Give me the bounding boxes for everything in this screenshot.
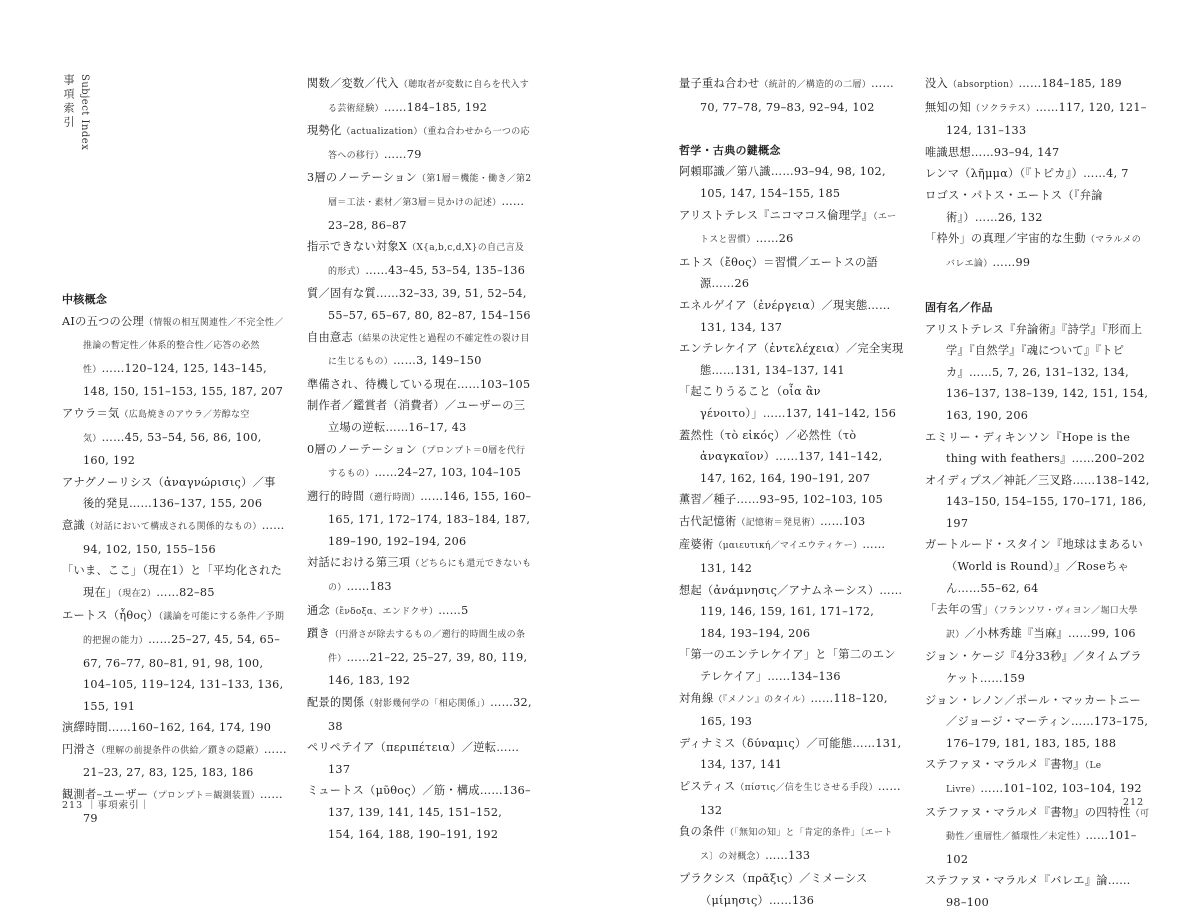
entry-page-numbers: ……131, 142 xyxy=(700,538,886,576)
index-entry xyxy=(62,717,287,739)
entry-note: （遡行時間） xyxy=(364,492,421,503)
index-entry xyxy=(307,395,532,438)
entry-page-numbers: ……117, 120, 121–124, 131–133 xyxy=(946,100,1147,138)
index-entry xyxy=(679,425,904,490)
entry-note: （どちらにも還元できないもの） xyxy=(328,559,532,594)
index-entry xyxy=(925,470,1150,535)
entry-note: （μαιευτική／マイエウティケー） xyxy=(713,541,863,552)
entry-note: （X{a,b,c,d,X}の自己言及的形式） xyxy=(328,243,525,277)
entry-term: 質／固有な質 xyxy=(307,287,376,301)
index-column-2 xyxy=(307,73,532,845)
section-label-japanese: 事項索引 xyxy=(62,74,75,130)
entry-note: （マラルメのバレエ論） xyxy=(946,235,1142,269)
entry-note: （プロンプト＝観測装置） xyxy=(148,791,260,802)
index-entry xyxy=(307,374,532,396)
entry-term: 「第一のエンテレケイア」と「第二のエンテレケイア」 xyxy=(679,648,896,684)
entry-term: ステファヌ・マラルメ『書物』 xyxy=(925,758,1085,772)
entry-term: 対角線 xyxy=(679,691,714,705)
entry-note: （πίστις／信を生じさせる手段） xyxy=(735,783,878,793)
entry-term: 唯識思想 xyxy=(925,145,971,159)
entry-term: 準備され、待機している現在 xyxy=(307,377,458,391)
index-entry xyxy=(307,283,532,326)
entry-page-numbers: ……3, 149–150 xyxy=(393,354,482,368)
entry-note: （プロンプト＝0層を代行するもの） xyxy=(328,445,526,480)
entry-term: 躓き xyxy=(307,627,330,641)
entry-term: 薫習／種子 xyxy=(679,493,737,507)
entry-note: （円滑さが除去するもの／遡行的時間生成の条件） xyxy=(328,630,526,664)
index-entry xyxy=(925,73,1150,97)
section-label-english: Subject Index xyxy=(79,74,90,151)
index-entry xyxy=(679,534,904,579)
entry-page-numbers: ……120–124, 125, 143–145, 148, 150, 151–153, 155, 187, 207 xyxy=(83,361,284,399)
entry-term: 指示できない対象X xyxy=(307,240,408,254)
entry-term: 制作者／鑑賞者（消費者）／ユーザーの三立場の逆転 xyxy=(307,399,526,434)
entry-note: （対話において構成される関係的なもの） xyxy=(84,521,262,532)
entry-page-numbers: ……55–62, 64 xyxy=(957,581,1039,595)
entry-page-numbers: ……103 xyxy=(820,514,866,528)
index-entry xyxy=(307,327,532,374)
entry-term: 関数／変数／代入 xyxy=(307,77,399,90)
entry-term: 「枠外」の真理／宇宙的な生動 xyxy=(925,232,1086,246)
entry-term: 「去年の雪」 xyxy=(925,603,994,617)
entry-note: （Le Livre） xyxy=(946,761,1102,795)
entry-note: （広島焼きのアウラ／芳醇な空気） xyxy=(83,409,250,444)
index-entry xyxy=(679,776,904,821)
index-entry xyxy=(62,739,287,784)
entry-page-numbers: ……16–17, 43 xyxy=(385,420,467,434)
entry-page-numbers: ……26 xyxy=(711,277,750,291)
index-entry xyxy=(925,646,1150,689)
index-entry xyxy=(679,381,904,424)
entry-note: （現在2） xyxy=(117,588,157,599)
section-heading: 哲学・古典の鍵概念 xyxy=(679,143,781,157)
entry-page-numbers: ……93–95, 102–103, 105 xyxy=(736,493,884,507)
entry-note: （ソクラテス） xyxy=(970,103,1036,114)
entry-term: エートス（ἦθος） xyxy=(62,609,159,623)
entry-note: （第1層＝機能・働き／第2層＝工法・素材／第3層＝見かけの記述） xyxy=(328,174,532,208)
entry-page-numbers: ……5, 7, 26, 131–132, 134, 136–137, 138–139, 142, 151, 154, 163, 190, 206 xyxy=(946,365,1149,422)
index-column-3 xyxy=(679,73,904,912)
entry-page-numbers: ……32–33, 39, 51, 52–54, 55–57, 65–67, 80, 82–87, 154–156 xyxy=(328,287,531,322)
entry-page-numbers: ……21–23, 27, 83, 125, 183, 186 xyxy=(83,742,287,780)
index-entry xyxy=(679,489,904,511)
entry-term: 対話における第三項 xyxy=(307,556,411,570)
index-entry xyxy=(679,205,904,252)
entry-page-numbers: ……136 xyxy=(769,893,815,907)
index-entry xyxy=(307,120,532,167)
entry-page-numbers: ……184–185, 192 xyxy=(383,100,488,114)
index-entry xyxy=(925,690,1150,755)
index-entry xyxy=(307,737,532,780)
index-entry xyxy=(679,688,904,733)
entry-page-numbers: ……183 xyxy=(346,580,392,594)
entry-note: （結果の決定性と過程の不確定性の裂け目に生じるもの） xyxy=(328,333,530,368)
entry-note: （議論を可能にする条件／予期的把握の能力） xyxy=(83,612,285,646)
entry-term: 現勢化 xyxy=(307,124,342,138)
entry-note: （フランソワ・ヴィヨン／堀口大學訳） xyxy=(946,606,1138,640)
entry-page-numbers: ……131, 134–137, 141 xyxy=(711,363,845,377)
index-entry xyxy=(925,802,1150,871)
entry-page-numbers: ……133 xyxy=(765,848,811,862)
index-entry xyxy=(679,580,904,645)
entry-term: ガートルード・スタイン『地球はまあるい（World is Round）』／Roseちゃん xyxy=(925,538,1144,595)
entry-page-numbers: ……98–100 xyxy=(946,874,1131,909)
entry-term: 観測者–ユーザー xyxy=(62,788,149,802)
entry-page-numbers: ……93–94, 147 xyxy=(970,145,1060,159)
entry-note: （射影幾何学の「相応関係」） xyxy=(364,699,491,710)
entry-term: エミリー・ディキンソン『Hope is the thing with feathers』 xyxy=(925,430,1131,466)
index-entry xyxy=(62,605,287,717)
entry-term: アリストテレス『弁論術』『詩学』『形而上学』『自然学』『魂について』『トピカ』 xyxy=(925,322,1143,379)
index-entry xyxy=(925,185,1150,228)
entry-term: 自由意志 xyxy=(307,330,353,344)
index-entry xyxy=(62,403,287,472)
section-heading: 固有名／作品 xyxy=(925,300,993,314)
index-entry xyxy=(307,73,532,120)
index-column-4 xyxy=(925,73,1150,914)
entry-term: ロゴス・パトス・エートス（『弁論術』） xyxy=(925,188,1103,224)
entry-page-numbers: ……79 xyxy=(83,788,283,825)
entry-term: 3層のノーテーション xyxy=(307,171,418,185)
entry-term: ペリペテイア（περιπέτεια）／逆転 xyxy=(307,741,497,755)
index-entry xyxy=(62,311,287,403)
entry-page-numbers: ……26, 132 xyxy=(974,210,1043,224)
entry-page-numbers: ……160–162, 164, 174, 190 xyxy=(107,721,272,735)
entry-term: アウラ＝気 xyxy=(62,406,120,420)
entry-page-numbers: ……23–28, 86–87 xyxy=(328,194,525,232)
entry-page-numbers: ……4, 7 xyxy=(1083,167,1129,181)
entry-term: 量子重ね合わせ xyxy=(679,77,760,90)
entry-page-numbers: ……45, 53–54, 56, 86, 100, 160, 192 xyxy=(83,430,262,468)
entry-note: （記憶術＝発見術） xyxy=(736,517,821,528)
index-entry xyxy=(307,552,532,599)
entry-note: （可動性／重層性／循環性／未定性） xyxy=(946,808,1150,843)
index-entry xyxy=(62,472,287,515)
index-entry xyxy=(307,623,532,692)
entry-page-numbers: ……5 xyxy=(438,603,469,617)
entry-term: 通念 xyxy=(307,603,330,617)
entry-page-numbers: ……26 xyxy=(755,232,794,246)
entry-page-numbers: ……173–175, 176–179, 181, 183, 185, 188 xyxy=(946,715,1149,750)
entry-note: （情報の相互関連性／不完全性／推論の暫定性／体系的整合性／応答の必然性） xyxy=(83,317,284,375)
entry-term: 没入 xyxy=(925,77,948,90)
entry-page-numbers: ……146, 155, 160–165, 171, 172–174, 183–184, 187, 189–190, 192–194, 206 xyxy=(328,489,532,548)
entry-page-numbers: ……24–27, 103, 104–105 xyxy=(374,466,522,480)
entry-page-numbers: ……118–120, 165, 193 xyxy=(700,691,888,729)
entry-term: 配景的関係 xyxy=(307,696,365,710)
index-entry xyxy=(307,600,532,624)
entry-term: 産婆術 xyxy=(679,538,714,552)
index-entry xyxy=(679,821,904,868)
entry-page-numbers: ……136–137, 155, 206 xyxy=(128,497,263,511)
entry-term: ステファヌ・マラルメ『書物』の四特性 xyxy=(925,805,1131,819)
index-entry xyxy=(679,161,904,204)
section-heading: 中核概念 xyxy=(62,293,108,306)
entry-page-numbers: ……94, 102, 150, 155–156 xyxy=(83,518,285,556)
entry-term: 意識 xyxy=(62,518,85,532)
entry-note: （統計的／構造的の二層） xyxy=(759,80,872,90)
entry-page-numbers: ……70, 77–78, 79–83, 92–94, 102 xyxy=(700,77,895,114)
index-entry xyxy=(925,97,1150,142)
index-entry xyxy=(679,295,904,338)
entry-term: レンマ（λῆμμα）（『トピカ』） xyxy=(925,167,1084,181)
entry-page-numbers: ……99 xyxy=(992,255,1031,269)
entry-term: ジョン・レノン／ポール・マッカートニー／ジョージ・マーティン xyxy=(925,693,1142,729)
index-entry xyxy=(925,142,1150,164)
entry-term: 負の条件 xyxy=(679,825,725,839)
entry-term: アリストテレス『ニコマコス倫理学』 xyxy=(679,208,874,222)
entry-note: （エートスと習慣） xyxy=(700,211,897,246)
entry-term: アナグノーリシス（ἀναγνώρισις）／事後的発見 xyxy=(62,475,276,511)
entry-page-numbers: ……131, 134, 137 xyxy=(700,298,891,334)
entry-term: 「いま、ここ」（現在1）と「平均化された現在」 xyxy=(62,564,283,599)
entry-term: プラクシス（πρᾶξις）／ミメーシス（μίμησις） xyxy=(679,872,868,907)
index-entry xyxy=(925,599,1150,646)
entry-page-numbers: ……184–185, 189 xyxy=(1018,77,1122,90)
entry-page-numbers: ……136–137, 139, 141, 145, 151–152, 154, 164, 188, 190–191, 192 xyxy=(328,784,531,841)
entry-note: （理解の前提条件の供給／躓きの隠蔽） xyxy=(96,745,264,756)
index-entry xyxy=(925,319,1150,427)
entry-term: 古代記憶術 xyxy=(679,514,737,528)
index-entry xyxy=(307,439,532,486)
entry-term: ミュートス（μῦθος）／筋・構成 xyxy=(307,784,480,798)
entry-term: 想起（ἀνάμνησις／アナムネーシス） xyxy=(679,583,880,597)
entry-page-numbers: ……137 xyxy=(328,741,520,776)
entry-page-numbers: ……103–105 xyxy=(457,377,531,391)
index-entry xyxy=(679,511,904,535)
entry-page-numbers: ……134–136 xyxy=(767,670,841,684)
page-folio-right: 212 xyxy=(1123,797,1145,808)
entry-term: エトス（ἔθος）＝習慣／エートスの語源 xyxy=(679,255,879,291)
entry-term: 「起こりうること（οἷα ἂν γένοιτο）」 xyxy=(679,385,821,420)
index-entry xyxy=(62,515,287,560)
entry-page-numbers: ……82–85 xyxy=(156,585,215,599)
entry-term: 遡行的時間 xyxy=(307,489,365,503)
entry-note: （absorption） xyxy=(947,80,1019,90)
entry-term: ディナミス（δύναμις）／可能態 xyxy=(679,736,853,750)
index-entry xyxy=(307,236,532,283)
index-entry xyxy=(925,534,1150,599)
entry-page-numbers: ……79 xyxy=(383,147,422,161)
entry-note: （聴取者が変数に自らを代入する芸術経験） xyxy=(328,80,530,114)
entry-page-numbers: ……200–202 xyxy=(1071,452,1146,466)
index-entry xyxy=(925,754,1150,801)
index-entry xyxy=(679,733,904,776)
entry-page-numbers: ……131, 134, 137, 141 xyxy=(700,736,902,772)
index-column-1 xyxy=(62,73,287,829)
index-entry xyxy=(307,486,532,553)
entry-page-numbers: ……159 xyxy=(979,672,1026,686)
index-entry xyxy=(925,427,1150,470)
entry-page-numbers: ……101–102 xyxy=(946,829,1137,866)
entry-term: 0層のノーテーション xyxy=(307,442,418,456)
index-entry xyxy=(679,868,904,911)
entry-page-numbers: ……93–94, 98, 102, 105, 147, 154–155, 185 xyxy=(700,165,886,200)
entry-page-numbers: ……43–45, 53–54, 135–136 xyxy=(365,263,526,277)
entry-term: 無知の知 xyxy=(925,100,971,114)
entry-term: AIの五つの公理 xyxy=(62,314,145,328)
entry-page-numbers: ……138–142, 143–150, 154–155, 170–171, 186, 197 xyxy=(946,473,1150,530)
entry-note: （actualization）（重ね合わせから一つの応答への移行） xyxy=(328,127,530,161)
entry-note: （「無知の知」と「肯定的条件」〔エートス〕の対概念） xyxy=(700,828,893,862)
entry-page-numbers: ……132 xyxy=(700,780,901,817)
page-folio-left: 213 ｜事項索引｜ xyxy=(62,800,151,811)
entry-page-numbers: ……21–22, 25–27, 39, 80, 119, 146, 183, 192 xyxy=(328,650,528,688)
index-entry xyxy=(307,780,532,845)
index-entry xyxy=(307,167,532,236)
entry-note: （『メノン』のタイル） xyxy=(713,694,811,705)
entry-page-numbers: ……119, 146, 159, 161, 171–172, 184, 193–194, 206 xyxy=(700,583,903,640)
entry-page-numbers: ……32, 38 xyxy=(328,696,532,733)
entry-term: ジョン・ケージ『4分33秒』／タイムブラケット xyxy=(925,650,1142,686)
entry-page-numbers: ……137, 141–142, 156 xyxy=(762,406,897,420)
entry-term: オイディプス／神託／三叉路 xyxy=(925,473,1073,487)
entry-term: ステファヌ・マラルメ『バレエ』論 xyxy=(925,874,1108,888)
entry-term: エンテレケイア（ἐντελέχεια）／完全実現態 xyxy=(679,342,904,377)
entry-term: 円滑さ xyxy=(62,742,97,756)
entry-page-numbers: ……101–102, 103–104, 192 xyxy=(980,782,1142,795)
index-entry xyxy=(925,228,1150,275)
index-entry xyxy=(679,644,904,687)
entry-term: 蓋然性（τὸ εἰκός）／必然性（τὸ ἀναγκαῖον） xyxy=(679,428,857,464)
entry-term: 演繹時間 xyxy=(62,721,108,735)
index-entry xyxy=(925,870,1150,913)
entry-page-numbers: ……137, 141–142, 147, 162, 164, 190–191, 207 xyxy=(700,450,883,485)
entry-term: ピスティス xyxy=(679,780,736,793)
index-entry xyxy=(307,692,532,737)
index-entry xyxy=(679,252,904,295)
index-entry xyxy=(679,73,904,118)
entry-page-numbers: ／小林秀雄『当麻』……99, 106 xyxy=(964,626,1136,640)
entry-page-numbers: ……25–27, 45, 54, 65–67, 76–77, 80–81, 91, 98, 100, 104–105, 119–124, 131–133, 136, 155, 191 xyxy=(83,632,284,713)
entry-note: （ἔνδοξα、エンドクサ） xyxy=(329,606,439,617)
index-entry xyxy=(62,560,287,605)
entry-term: 阿頼耶識／第八識 xyxy=(679,165,771,179)
index-entry xyxy=(925,163,1150,185)
entry-term: エネルゲイア（ἐνέργεια）／現実態 xyxy=(679,298,868,312)
index-entry xyxy=(679,338,904,381)
